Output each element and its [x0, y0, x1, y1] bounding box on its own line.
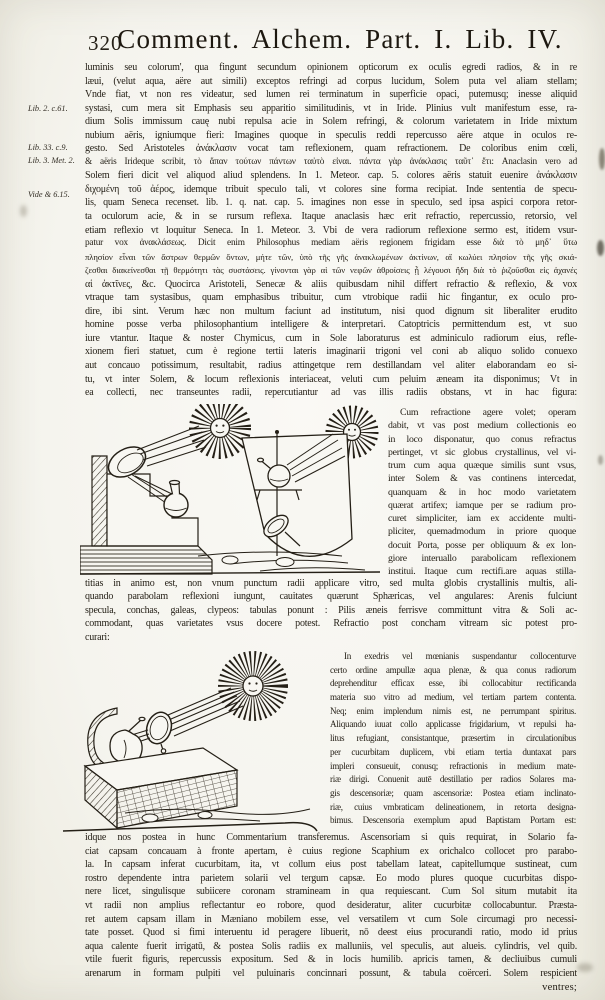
body-text-block-2 [85, 578, 577, 645]
round-flask [164, 481, 188, 518]
text-line: iure vtantur. Itaque & noster Chymicus, cum in Sole laboraturus est adminiculo radiorum eius, refle- [85, 332, 577, 344]
woodcut-refraction-illustration [55, 648, 335, 836]
ink-smudge [597, 240, 604, 256]
text-line: nere licet, singulisque subiicere coronam stramineam in qua requiescant. Cum Sol situm mutabit ita [85, 886, 577, 898]
text-line: aut concauo potissimum, resultabit, radius attingetque rem destillandam vel aliter elaborandam eo si- [85, 360, 577, 372]
text-line: ciat capsam concauam à fronte apertam, è cuius regione Scaphium ex orichalco collocet pro parabo- [85, 845, 577, 857]
text-line: & aëris Irideque scribit, τὸ ἅπαν τούτων πάντων ταὐτὸ εἶναι. πάντα γὰρ ἀνάκλασις ταῦτ᾽ ἔτι: Anaclasin vero ad [85, 156, 577, 167]
text-line: dium Solis immissum cauę nubi repulsa acie in Solem refringi, & colorum varietatem in Iride mixtum [85, 116, 577, 128]
text-line: ret autem capsam illam in Mæniano mobilem esse, vel versatilem vt cum Sole circumagi pro necessi- [85, 913, 577, 925]
text-line: riæ dirigi. Conuenit autē destillatio per radios Solares ma- [330, 774, 576, 785]
page-number: 320 [88, 31, 123, 55]
text-line: aqua calente fuerit irrigatū, & postea Solis radiis ex malluniis, vel speculis, aut alueis. cylindris, vel quib. [85, 940, 577, 952]
text-line: luminis seu colorum', qua fingunt secundum opinionem opticorum ex oculis egredi radios, & in re [85, 62, 577, 73]
parabolic-screen [242, 430, 352, 556]
running-title: Comment. Alchem. Part. I. Lib. IV. [117, 24, 563, 54]
text-line: la. In capsam inferat cucurbitam, ita, vt collum eius post tabellam lateat, capitellumque sustineat, cum [85, 859, 577, 871]
text-line: Neq; enim implendum nimis est, ne perrumpant spiritus. [330, 705, 576, 716]
body-text-block-1 [85, 62, 577, 401]
text-line: gis descensoriæ; quam ascensoriæ: Postea etiam inclinato- [330, 787, 576, 798]
text-line: quanquam & in hoc modo varietatem [388, 486, 576, 498]
text-line: homine posse verba philosophantium intelligere & interpretari. Catoptricis permittendum est, vt suo [85, 319, 577, 331]
stepped-pedestal [80, 456, 212, 574]
text-line: systasi, cum mera sit Emphasis seu apparitio similitudinis, vt in Iride. Plinius vult manifestum esse, ra- [85, 102, 577, 114]
woodcut-reflection-figure [80, 404, 385, 579]
text-line: riæ, cuius vmbraticam delineationem, in retorta designa- [330, 801, 576, 812]
text-line: trum cum aqua quæque similis sunt vsus, [388, 460, 576, 471]
text-line: dire, ibi sint. Verum hæc non multum faciunt ad institutum, nisi quod dignum sit liberaliter erudito [85, 305, 577, 317]
text-line: xionem fieri statuet, cum è regione tertii lateris imaginarii trigoni vel coni ab aliquo solido conuexo [85, 346, 577, 358]
text-line: pertinget, vt sic globus crystallinus, vel vi- [388, 446, 576, 458]
text-line: per cucurbitam duplicem, vbi etiam tertia duntaxat pars [330, 746, 576, 757]
text-line: Vnde fiat, vt non res videatur, sed lumen rei terminatum in superficie opaci, putemusq; inesse aliquid [85, 89, 577, 101]
text-line: certo ordine ampullæ aqua plenæ, & qua conus radiorum [330, 664, 576, 675]
body-text-block-3 [85, 832, 577, 982]
text-line: specula, conchas, galeas, clypeos: tabulas ponunt : Pilis æneis ferrisve committunt vitra & Soli ac- [85, 604, 577, 616]
text-line: læui, (velut aqua, aëre aut simili) exceptos refringi ad corpus lucidum, Solem puta vel aliam stellam; [85, 75, 577, 87]
table [85, 748, 237, 828]
text-line: ζεσθαι διακείνεσθαι τῇ θερμότητι τὰς συστάσεις. γίνονται γὰρ αἱ τῶν νεφῶν ἀθροίσεις ᾗ λέγουσι ἤδη διὰ τὸ ῥιζοῦσθαι εἰς ἀχανές [85, 265, 577, 276]
margin-note-citation: Lib. 3. Met. 2. [28, 156, 75, 165]
text-line: curet simpliciter, iam ex accidente multi- [388, 513, 576, 524]
text-line: dabit, vt vas post medium collectionis eo [388, 420, 576, 432]
woodcut-reflection-illustration [80, 404, 385, 579]
text-line: bimus. Descensoria exemplum apud Baptistam Portam est: [330, 815, 576, 826]
figure2-side-text [330, 651, 576, 829]
text-line: titias in animo est, non vnum punctum radii applicare vitro, sed multa globis crystallinis multis, ali- [85, 578, 577, 589]
text-line: in loco disponatur, quo conus refractus [388, 433, 576, 445]
text-line: litus refugiant, consistantque, præsertim in circulationibus [330, 733, 576, 744]
text-line: vtraque tam systasibus, quam emphasibus tribuitur, cum vtrobique radii hic fingantur, ex oculo pro- [85, 292, 577, 304]
text-line: gesto. Sed Aristoteles ἀνάκλασιν vocat tam reflexionem, quam refractionem. De coloribus enim cœli, [85, 143, 577, 155]
text-line: patur vox ἀνακλάσεως. Dicit enim Philosophus mediam aëris regionem frigidam esse διὰ τὸ μηδ᾽ ὕτω [85, 238, 577, 249]
text-line: πλησίον εἶναι τῶν ἄστρων θερμῶν ὄντων, μήτε τῶν, ὑπὸ τῆς γῆς ἀνακλωμένων ἀκτίνων, αἳ κωλύει πλησίον τῆς γῆς σκιά- [85, 251, 577, 262]
sun-beam [161, 688, 243, 736]
margin-note-citation: Lib. 33. c.9. [28, 143, 68, 152]
catchword: ventres; [542, 982, 577, 993]
text-line: institui. Itaque cum rectifi.are aquas stilla- [388, 566, 576, 577]
ink-smudge [20, 205, 27, 217]
text-line: inter Solem & vas continens intercedat, [388, 473, 576, 485]
text-line: tate posset. Quod si fimi interuentu id peragere libuerit, nō deest eius procurandi ratio, modo id prius [85, 927, 577, 939]
figure1-side-text [388, 407, 576, 579]
margin-note-citation: Lib. 2. c.61. [28, 104, 68, 113]
text-line: etiam reflexio vt loquitur Seneca. In 1. Meteor. 3. Vbi de vera radiorum reflexione sermo est, itidem vsur- [85, 224, 577, 236]
text-line: idque nos postea in hunc Commentarium transferemus. Ascensoriam si quis requirat, in Solario fa- [85, 832, 577, 843]
sun-face-icon [231, 664, 275, 708]
text-line: διχομένη τοῦ ἀέρος, idemque tribuit speculo tali, vt colores sine forma recipiat. Inde sententia de specu- [85, 183, 577, 195]
text-line: αἱ ἀκτῖνες, &c. Quocirca Aristoteli, Senecæ & aliis quibusdam nihil differt refractio & reflexio, & vox [85, 278, 577, 290]
ink-smudge [599, 148, 605, 170]
text-line: deprehenditur efficax esse, ibi collocabitur rectificanda [330, 678, 576, 689]
text-line: In exedris vel mœnianis suspendantur collocenturve [344, 651, 576, 661]
ink-smudge [598, 455, 603, 465]
text-line: curari: [85, 631, 110, 643]
text-line: impleri consueuit, conusq; refractionis in medium mate- [330, 760, 576, 771]
text-line: vt radii non amplius reflectantur eo robore, quod desideratur, aliter cucurbitæ collocabuntur. Præsta- [85, 899, 577, 911]
ink-smudge [577, 963, 593, 972]
text-line: rostro dependente intra parietem solarii vel tergum capsæ. Eo modo plures quoque cucurbitas dispo- [85, 872, 577, 884]
text-line: nubium aëris, igniumque fieri: Imagines quoque in speculis reddi repercusso aëre atque in oculos re- [85, 129, 577, 141]
text-line: Aliquando iuuat collo applicasse frigidarium, vt repulsi ha- [330, 719, 576, 730]
text-line: lis, quam Seneca recenset. lib. 1. q. nat. cap. 5. imagines non esse in speculo, sed ipsa aspici corpora retor- [85, 197, 577, 209]
gourd-flask [110, 717, 145, 763]
text-line: quando parabolam reflexioni iungunt, cauitates quærunt Sphæricas, vel angulares: Arenis fulciunt [85, 591, 577, 603]
text-line: quærat artifex; iamque per se radium pro- [388, 499, 576, 511]
text-line: arenarum in formam pulpiti vel puluinaris concinnari possunt, & tabula coërceri. Solem respicient [85, 967, 577, 979]
margin-note-citation: Vide & 6.15. [28, 190, 70, 199]
text-line: Solem fieri dicit vel aliquod aliud splendens. In 1. Meteor. cap. 5. colores aëris statuit euenire ἀνάκλασιν [85, 170, 577, 182]
text-line: ta oculorum acie, & in se rursum reflexa. Itaque anaclasis hæc erit refractio, repercussio, retorsio, vel [85, 211, 577, 223]
text-line: tu, vt inter Solem, & locum reflexionis interiaceat, veluti cum peluim æneam ita disponimus; Vt in [85, 373, 577, 385]
woodcut-refraction-figure [55, 648, 335, 836]
sun-face-icon [200, 408, 240, 448]
text-line: docuit Porta, posse per obliquum & ex lon- [388, 539, 576, 551]
text-line: vtile fuerit figuris, repercussis expositum. Sed & in locis humilib. apricis tamen, & decliuibus cumuli [85, 954, 577, 966]
text-line: ea collecti, nec transeuntes radii, repercutiantur ad vas illis radiis obstans, vt in hac figura: [85, 387, 577, 399]
text-line: materia suo vitro ad medium, vel tertiam partem contenta. [330, 692, 576, 703]
text-line: Cum refractione agere volet; operam [400, 407, 576, 418]
text-line: commodant, quas varietates vsus docere potest. Refractio post concham vitream sic potest pro- [85, 618, 577, 630]
text-line: pliciter, quemadmodum in priore quoque [388, 526, 576, 538]
text-line: giore interuallo parabolicam reflexionem [388, 552, 576, 564]
